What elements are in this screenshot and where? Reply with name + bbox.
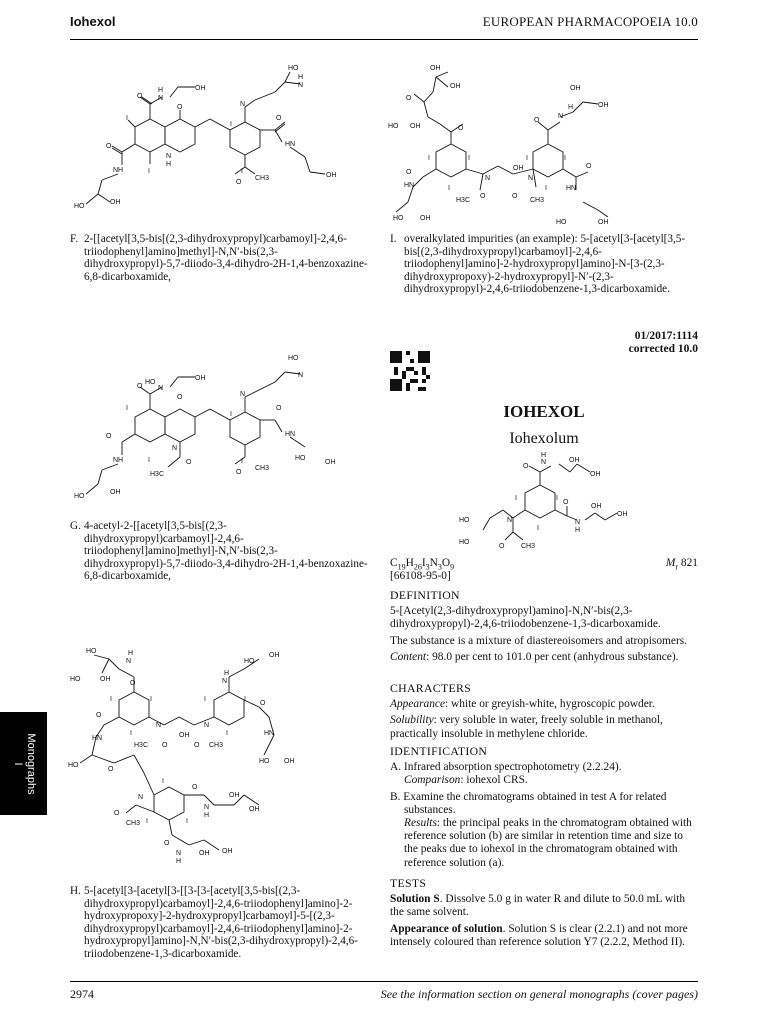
svg-text:O: O [406, 169, 412, 176]
svg-text:O: O [108, 766, 114, 773]
svg-text:OH: OH [222, 848, 233, 855]
svg-text:O: O [130, 680, 136, 687]
solution-s-line: Solution S. Dissolve 5.0 g in water R and dilute to 50.0 mL with the same solvent. [390, 893, 686, 919]
svg-text:H: H [568, 104, 574, 111]
svg-text:O: O [534, 117, 540, 124]
svg-text:OH: OH [269, 652, 280, 659]
solubility-line: Solubility: very soluble in water, freely soluble in methanol, practically insoluble in methylene chloride. [390, 714, 663, 740]
svg-text:OH: OH [430, 65, 441, 72]
identification-b: B. Examine the chromatograms obtained in test A for related substances. [390, 790, 667, 816]
caption-impurity-g [70, 520, 370, 583]
svg-text:HN: HN [264, 730, 275, 737]
svg-text:OH: OH [570, 85, 581, 92]
svg-text:HO: HO [295, 455, 306, 462]
svg-text:N: N [204, 804, 210, 811]
identification-b-results: Results: the principal peaks in the chromatogram obtained with reference solution (b) are similar in retention time and size to the peaks due to iohexol in the chromatogram obtained with reference solution (a). [404, 817, 692, 869]
svg-text:HO: HO [556, 219, 567, 226]
svg-text:OH: OH [195, 375, 206, 382]
caption-text: 5-[acetyl[3-[acetyl[3-[[3-[3-[acetyl[3,5-bis[(2,3-dihydroxypropyl)carbamoyl]-2,4,6-triiodophenyl]amino]-2-hydroxypropoxy]-2-hydroxypropyl]carbamoyl]-5-[(2,3-dihydroxypropyl)carbamoyl]-2,4,6-triiodophenyl]amino]-2-hydroxypropyl]amino]-N,N′-bis(2,3-dihydroxypropyl)-2,4,6-triiodobenzene-1,3-dicarboxamide. [84, 885, 359, 960]
side-tab-line2: I [11, 761, 24, 766]
svg-text:I: I [428, 155, 430, 162]
svg-text:OH: OH [325, 459, 336, 466]
caption-text: 2-[[acetyl[3,5-bis[(2,3-dihydroxypropyl)carbamoyl]-2,4,6-triiodophenyl]amino]methyl]-N,N′-bis(2,3-dihydroxypropyl)-5,7-diiodo-3,4-dihydro-2H-1,4-benzoxazine-6,8-dicarboxamide, [84, 233, 368, 283]
structure-g [70, 352, 370, 512]
svg-text:HO: HO [74, 203, 85, 210]
appearance-of-solution-line: Appearance of solution. Solution S is clear (2.2.1) and not more intensely coloured than reference solution Y7 (2.2.2, Method II). [390, 922, 688, 948]
svg-text:OH: OH [326, 172, 337, 179]
svg-text:N: N [558, 113, 564, 120]
svg-text:I: I [148, 168, 150, 175]
svg-text:I: I [537, 525, 539, 532]
svg-text:O: O [523, 463, 529, 470]
svg-text:N: N [222, 678, 228, 685]
cas-number: [66108-95-0] [390, 570, 451, 582]
svg-text:I: I [110, 696, 112, 703]
svg-text:H: H [204, 812, 210, 819]
svg-text:HO: HO [74, 493, 85, 500]
tests-heading: TESTS [390, 876, 427, 890]
identification-a: A. Infrared absorption spectrophotometry (2.2.24). [390, 761, 622, 774]
svg-text:N: N [156, 722, 162, 729]
svg-text:HO: HO [459, 539, 470, 546]
svg-text:HO: HO [288, 355, 299, 362]
svg-text:O: O [236, 179, 242, 186]
svg-text:I: I [241, 458, 243, 465]
svg-text:OH: OH [598, 102, 609, 109]
svg-text:OH: OH [598, 219, 609, 226]
svg-text:OH: OH [195, 85, 206, 92]
svg-text:OH: OH [110, 489, 121, 496]
svg-text:H: H [224, 670, 230, 677]
definition-heading: DEFINITION [390, 588, 460, 602]
definition-section [390, 589, 698, 664]
svg-text:I: I [230, 411, 232, 418]
header-rule [70, 39, 698, 40]
svg-text:O: O [186, 459, 192, 466]
svg-text:O: O [458, 125, 464, 132]
svg-text:N: N [507, 517, 513, 524]
svg-text:HO: HO [70, 676, 81, 683]
svg-text:N: N [298, 372, 304, 379]
svg-text:I: I [226, 730, 228, 737]
svg-text:O: O [512, 193, 518, 200]
svg-text:O: O [192, 784, 198, 791]
running-head-title: Iohexol [70, 14, 116, 29]
svg-text:OH: OH [229, 792, 240, 799]
svg-text:N: N [176, 850, 182, 857]
svg-text:CH3: CH3 [126, 820, 141, 827]
svg-text:H: H [575, 527, 581, 534]
svg-text:I: I [515, 495, 517, 502]
svg-text:N: N [528, 175, 534, 182]
identification-heading: IDENTIFICATION [390, 744, 488, 758]
caption-label: F. [70, 233, 79, 245]
structure-f [70, 62, 370, 230]
caption-impurity-f [70, 233, 370, 283]
svg-text:CH3: CH3 [530, 197, 545, 204]
svg-text:OH: OH [249, 806, 260, 813]
svg-text:OH: OH [100, 676, 111, 683]
svg-text:OH: OH [284, 758, 295, 765]
svg-text:N: N [138, 794, 144, 801]
svg-text:O: O [96, 712, 102, 719]
svg-text:I: I [564, 155, 566, 162]
svg-text:I: I [186, 818, 188, 825]
tests-section [390, 877, 698, 949]
svg-text:O: O [164, 840, 170, 847]
caption-label: H. [70, 885, 81, 897]
svg-text:I: I [150, 696, 152, 703]
svg-text:OH: OH [591, 503, 602, 510]
definition-text: 5-[Acetyl(2,3-dihydroxypropyl)amino]-N,N′-bis(2,3-dihydroxypropyl)-2,4,6-triiodobenzene-1,3-dicarboxamide. [390, 605, 661, 631]
svg-text:I: I [545, 185, 547, 192]
svg-text:O: O [586, 163, 592, 170]
svg-text:CH3: CH3 [521, 543, 536, 550]
svg-text:OH: OH [569, 457, 580, 464]
svg-text:N: N [541, 459, 547, 466]
svg-text:OH: OH [450, 83, 461, 90]
svg-text:O: O [177, 104, 183, 111]
svg-text:HO: HO [145, 379, 156, 386]
svg-text:N: N [204, 722, 210, 729]
svg-text:O: O [177, 394, 183, 401]
atom-labels-iohexol [459, 452, 628, 550]
svg-text:HO: HO [259, 758, 270, 765]
svg-text:O: O [276, 115, 282, 122]
svg-text:H: H [298, 74, 304, 81]
svg-text:HN: HN [285, 141, 296, 148]
svg-text:N: N [485, 175, 491, 182]
svg-text:O: O [106, 433, 112, 440]
svg-text:I: I [148, 457, 150, 464]
svg-text:O: O [137, 93, 143, 100]
svg-text:HO: HO [288, 65, 299, 72]
identification-a-comparison: Comparison: iohexol CRS. [404, 774, 528, 787]
svg-text:OH: OH [199, 850, 210, 857]
svg-text:HO: HO [68, 762, 79, 769]
svg-text:I: I [162, 778, 164, 785]
svg-text:HO: HO [388, 123, 399, 130]
characters-heading: CHARACTERS [390, 681, 472, 695]
svg-text:HN: HN [566, 185, 577, 192]
svg-text:OH: OH [513, 165, 524, 172]
svg-text:N: N [240, 101, 246, 108]
structure-i [388, 62, 708, 230]
svg-text:N: N [172, 445, 178, 452]
svg-text:N: N [240, 391, 246, 398]
appearance-line: Appearance: white or greyish-white, hygroscopic powder. [390, 698, 655, 711]
qr-code-icon [390, 351, 430, 391]
monographs-side-tab [0, 712, 47, 815]
svg-text:CH3: CH3 [209, 742, 224, 749]
svg-text:N: N [158, 385, 164, 392]
footer-rule [70, 981, 698, 982]
identification-section [390, 745, 698, 870]
svg-text:I: I [468, 155, 470, 162]
svg-text:NH: NH [113, 457, 124, 464]
svg-text:O: O [406, 95, 412, 102]
svg-text:I: I [130, 730, 132, 737]
svg-text:H3C: H3C [456, 197, 471, 204]
side-tab-label [11, 733, 37, 794]
svg-text:I: I [126, 405, 128, 412]
atom-labels-g [74, 355, 336, 500]
svg-text:O: O [499, 543, 505, 550]
svg-text:O: O [137, 383, 143, 390]
svg-text:O: O [480, 193, 486, 200]
definition-mixture: The substance is a mixture of diastereoisomers and atropisomers. [390, 634, 688, 647]
svg-text:I: I [244, 696, 246, 703]
svg-text:N: N [126, 658, 132, 665]
caption-impurity-i [390, 233, 700, 296]
atom-labels-f [74, 65, 337, 210]
content-line: Content: 98.0 per cent to 101.0 per cent (anhydrous substance). [390, 650, 679, 663]
svg-text:I: I [241, 168, 243, 175]
page-number: 2974 [70, 987, 94, 1001]
svg-text:HO: HO [86, 648, 97, 655]
svg-text:OH: OH [420, 215, 431, 222]
caption-label: I. [390, 233, 397, 245]
iohexol-structure [455, 452, 655, 558]
svg-text:H3C: H3C [150, 471, 165, 478]
svg-text:O: O [194, 742, 200, 749]
characters-section [390, 682, 698, 741]
svg-text:H3C: H3C [134, 742, 149, 749]
side-tab-line1: Monographs [24, 732, 37, 795]
svg-text:HN: HN [404, 182, 415, 189]
svg-text:O: O [563, 499, 569, 506]
svg-text:N: N [575, 519, 581, 526]
svg-text:I: I [448, 185, 450, 192]
molecular-formula: $C_{19}H_{26}I_3N_3O_9$ [390, 557, 455, 572]
svg-text:I: I [204, 696, 206, 703]
svg-text:O: O [260, 700, 266, 707]
svg-text:I: I [126, 115, 128, 122]
monograph-reference [629, 330, 698, 356]
svg-text:H: H [128, 650, 134, 657]
svg-text:OH: OH [179, 732, 190, 739]
caption-impurity-h [70, 885, 370, 961]
svg-text:HN: HN [285, 431, 296, 438]
relative-molecular-mass: $M_r$ 821 [665, 557, 698, 572]
monograph-number: 01/2017:1114 [634, 330, 698, 342]
svg-text:HO: HO [393, 215, 404, 222]
footer-note: See the information section on general monographs (cover pages) [380, 987, 698, 1001]
svg-text:OH: OH [590, 471, 601, 478]
svg-text:I: I [556, 495, 558, 502]
svg-text:N: N [158, 95, 164, 102]
svg-text:HO: HO [459, 517, 470, 524]
svg-text:CH3: CH3 [255, 465, 270, 472]
svg-text:CH3: CH3 [255, 175, 270, 182]
svg-text:O: O [106, 143, 112, 150]
atom-labels-i [388, 65, 609, 226]
svg-text:OH: OH [410, 123, 421, 130]
svg-text:H: H [541, 452, 547, 459]
svg-text:N: N [166, 153, 172, 160]
monograph-title: IOHEXOL [503, 402, 585, 421]
svg-text:I: I [230, 121, 232, 128]
svg-text:O: O [276, 405, 282, 412]
svg-text:H: H [176, 858, 182, 865]
caption-text: 4-acetyl-2-[[acetyl[3,5-bis[(2,3-dihydroxypropyl)carbamoyl]-2,4,6-triiodophenyl]amino]methyl]-N,N′-bis(2,3-dihydroxypropyl)-5,7-diiodo-3,4-dihydro-2H-1,4-benzoxazine-6,8-dicarboxamide, [84, 520, 368, 583]
latin-name: Iohexolum [509, 430, 579, 447]
caption-text: overalkylated impurities (an example): 5-[acetyl[3-[acetyl[3,5-bis[(2,3-dihydroxypropyl)carbamoyl]-2,4,6-triiodophenyl]amino]-2-hydroxypropyl]amino]-N-[3-(2,3-dihydroxypropoxy)-2-hydroxypropyl]-N′-(2,3-dihydroxypropyl)-2,4,6-triiodobenzene-1,3-dicarboxamide. [404, 233, 686, 296]
atom-labels-h [68, 648, 295, 865]
svg-text:O: O [162, 742, 168, 749]
structure-h [64, 645, 374, 877]
svg-text:H: H [166, 161, 172, 168]
svg-text:I: I [526, 155, 528, 162]
svg-text:H: H [158, 87, 164, 94]
monograph-correction: corrected 10.0 [628, 343, 698, 355]
svg-text:O: O [114, 810, 120, 817]
svg-text:OH: OH [617, 511, 628, 518]
caption-label: G. [70, 520, 81, 532]
svg-text:HO: HO [244, 658, 255, 665]
svg-text:HN: HN [92, 735, 103, 742]
svg-text:N: N [298, 82, 304, 89]
svg-text:O: O [236, 469, 242, 476]
svg-text:I: I [146, 818, 148, 825]
svg-text:OH: OH [110, 199, 121, 206]
running-head-publication: EUROPEAN PHARMACOPOEIA 10.0 [482, 14, 698, 29]
svg-text:NH: NH [113, 167, 124, 174]
